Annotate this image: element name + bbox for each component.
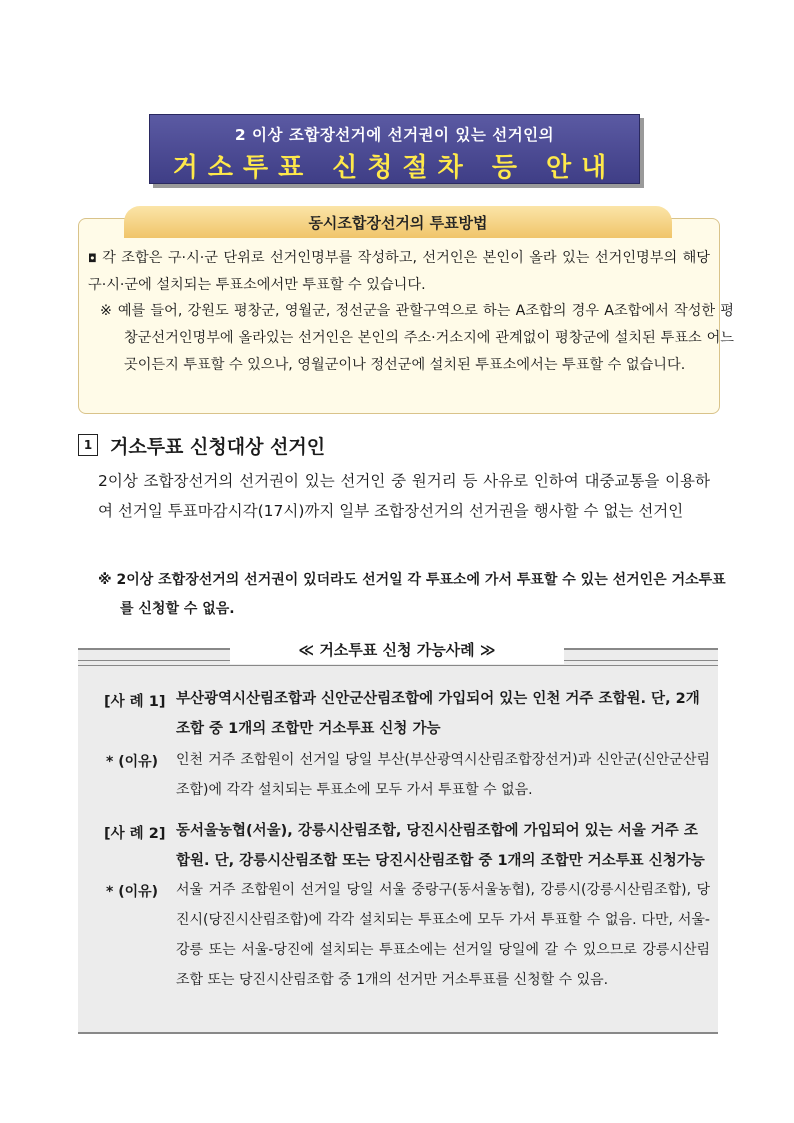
title-subtitle: 2 이상 조합장선거에 선거권이 있는 선거인의 (234, 126, 555, 144)
note-mark: ※ (100, 303, 113, 319)
section-heading (78, 432, 325, 458)
reason-label: * (이유) (106, 884, 159, 900)
cases-header: ≪ 거소투표 신청 가능사례 ≫ (230, 636, 564, 664)
voting-method-note (100, 298, 734, 379)
reason-label: * (이유) (106, 754, 159, 770)
voting-method-tab: 동시조합장선거의 투표방법 (124, 206, 672, 238)
section-body: 2이상 조합장선거의 선거권이 있는 선거인 중 원거리 등 사유로 인하여 대중교통을 이용하여 선거일 투표마감시각(17시)까지 일부 조합장선거의 선거권을 행사할 수 없는 선거인 (98, 472, 710, 520)
case-label: [사 례 2] (104, 826, 166, 842)
case-text: 동서울농협(서울), 강릉시산림조합, 당진시산림조합에 가입되어 있는 서울 거주 조합원. 단, 강릉시산림조합 또는 당진시산림조합 중 1개의 조합만 거소투표 신청가능 (176, 823, 705, 869)
case-text: 부산광역시산림조합과 신안군산림조합에 가입되어 있는 인천 거주 조합원. 단, 2개 조합 중 1개의 조합만 거소투표 신청 가능 (176, 691, 700, 737)
section-number: 1 (78, 434, 98, 456)
page-title: 거소투표 신청절차 등 안내 (172, 153, 617, 183)
reason-text: 인천 거주 조합원이 선거일 당일 부산(부산광역시산림조합장선거)과 신안군(신안군산림조합)에 각각 설치되는 투표소에 모두 가서 투표할 수 없음. (176, 752, 710, 798)
square-bullet-icon: ◘ (88, 252, 97, 265)
section-title: 거소투표 신청대상 선거인 (110, 435, 326, 458)
voting-method-paragraph (88, 245, 710, 299)
reason-text: 서울 거주 조합원이 선거일 당일 서울 중랑구(동서울농협), 강릉시(강릉시산림조합), 당진시(당진시산림조합)에 각각 설치되는 투표소에 모두 가서 투표할 수 없음. 다만, 서울-강릉 또는 서울-당진에 설치되는 투표소에는 선거일 당일에 갈 수 있으므로 강릉시산림조합 또는 당진시산림조합 중 1개의 선거만 거소투표를 신청할 수 있음. (176, 882, 710, 988)
case-label: [사 례 1] (104, 694, 166, 710)
voting-method-text: 각 조합은 구·시·군 단위로 선거인명부를 작성하고, 선거인은 본인이 올라 있는 선거인명부의 해당 구·시·군에 설치되는 투표소에서만 투표할 수 있습니다. (88, 250, 711, 293)
section-note: ※ 2이상 조합장선거의 선거권이 있더라도 선거일 각 투표소에 가서 투표할 수 있는 선거인은 거소투표를 신청할 수 없음. (98, 572, 726, 617)
title-banner (149, 114, 640, 184)
voting-method-note-text: 예를 들어, 강원도 평창군, 영월군, 정선군을 관할구역으로 하는 A조합의 경우 A조합에서 작성한 평창군선거인명부에 올라있는 선거인은 본인의 주소·거소지에 관계없이 평창군에 설치된 투표소 어느 곳이든지 투표할 수 있으나, 영월군이나 정선군에 설치된 투표소에서는 투표할 수 없습니다. (117, 303, 735, 373)
